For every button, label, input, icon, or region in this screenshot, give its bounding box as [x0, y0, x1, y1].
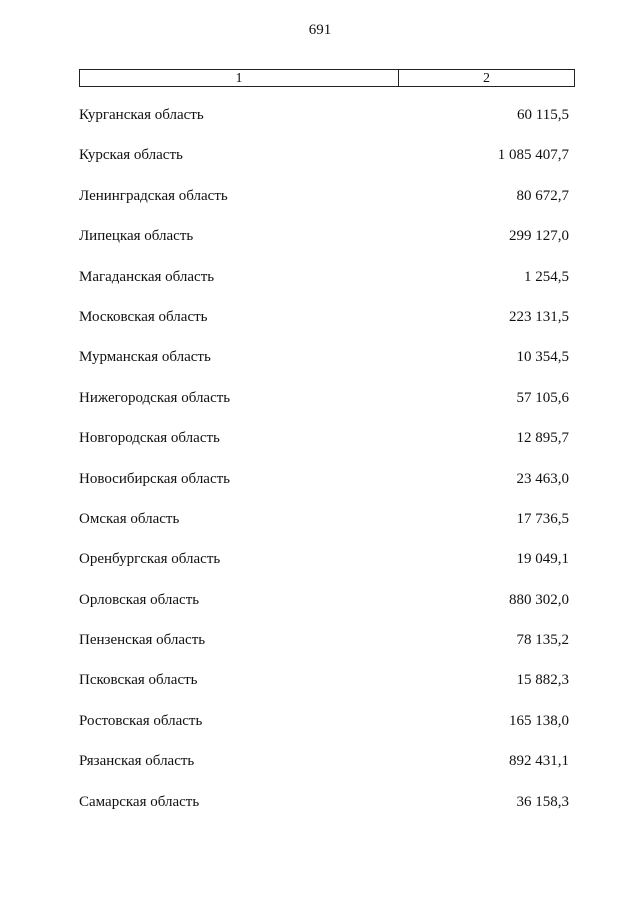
region-value: 1 254,5	[524, 268, 569, 285]
table-row	[79, 711, 569, 751]
table-header	[79, 69, 575, 87]
region-name: Липецкая область	[79, 228, 194, 245]
region-value: 17 736,5	[516, 510, 569, 527]
table-row	[79, 388, 569, 428]
column-header-2: 2	[483, 71, 490, 86]
region-value: 78 135,2	[516, 632, 569, 649]
table-row	[79, 509, 569, 549]
region-value: 299 127,0	[509, 228, 569, 245]
region-name: Самарская область	[79, 793, 200, 810]
region-value: 165 138,0	[509, 712, 569, 729]
table-row	[79, 145, 569, 185]
region-value: 223 131,5	[509, 308, 569, 325]
region-name: Ленинградская область	[79, 187, 228, 204]
region-name: Пензенская область	[79, 632, 206, 649]
region-name: Омская область	[79, 510, 180, 527]
region-value: 57 105,6	[516, 389, 569, 406]
region-name: Московская область	[79, 308, 208, 325]
table-row	[79, 428, 569, 468]
table-row	[79, 670, 569, 710]
page-number: 691	[308, 22, 332, 38]
region-value: 80 672,7	[516, 187, 569, 204]
region-name: Новосибирская область	[79, 470, 231, 487]
region-name: Нижегородская область	[79, 389, 231, 406]
region-name: Рязанская область	[79, 753, 195, 770]
region-value: 60 115,5	[517, 107, 569, 123]
column-header-1: 1	[80, 70, 399, 86]
region-value: 1 085 407,7	[497, 147, 569, 164]
table-row	[79, 226, 569, 266]
region-name: Ростовская область	[79, 712, 203, 729]
region-name: Орловская область	[79, 591, 200, 608]
table-row	[79, 186, 569, 226]
region-name: Оренбургская область	[79, 551, 221, 568]
table-row	[79, 105, 569, 145]
region-value: 880 302,0	[509, 591, 569, 608]
region-value: 892 431,1	[509, 753, 569, 770]
table-row	[79, 347, 569, 387]
table-body	[79, 105, 569, 832]
region-name: Магаданская область	[79, 268, 215, 285]
region-name: Курская область	[79, 147, 183, 164]
region-name: Новгородская область	[79, 430, 220, 447]
table-row	[79, 751, 569, 791]
region-name: Псковская область	[79, 672, 198, 689]
region-value: 15 882,3	[516, 672, 569, 689]
region-name: Курганская область	[79, 107, 204, 123]
region-value: 23 463,0	[516, 470, 569, 487]
region-name: Мурманская область	[79, 349, 211, 366]
region-value: 12 895,7	[516, 430, 569, 447]
region-value: 19 049,1	[516, 551, 569, 568]
table-row	[79, 307, 569, 347]
table-row	[79, 792, 569, 832]
region-value: 10 354,5	[516, 349, 569, 366]
table-row	[79, 549, 569, 589]
table-row	[79, 590, 569, 630]
region-value: 36 158,3	[516, 793, 569, 810]
table-row	[79, 630, 569, 670]
table-row	[79, 267, 569, 307]
table-row	[79, 469, 569, 509]
